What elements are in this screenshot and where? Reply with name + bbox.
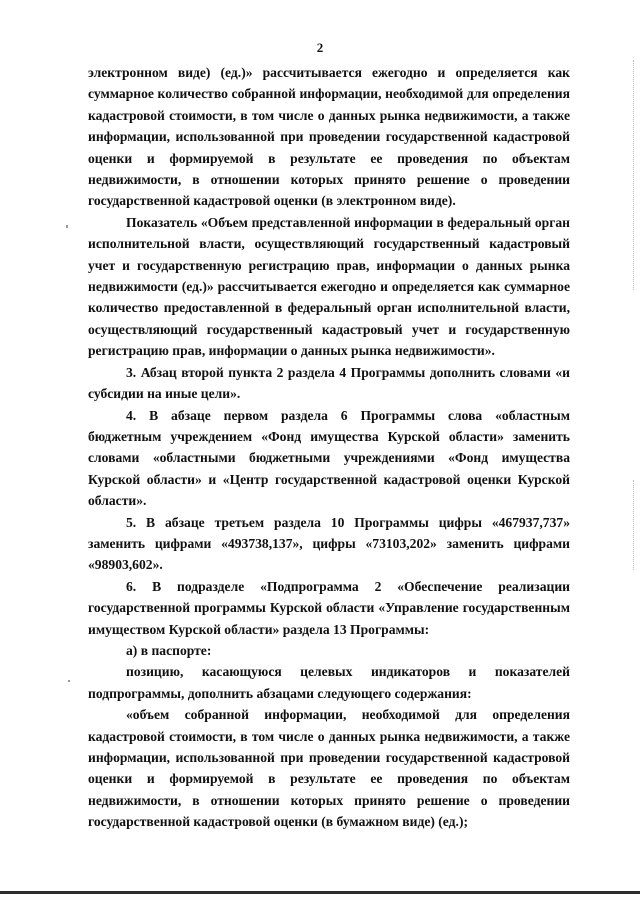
paragraph-indicator-definition: Показатель «Объем представленной информации в федеральный орган исполнительной власти, осуществляющий государственный кадастровый учет и государственную регистрацию прав, информации о данных рынка недвижимости (ед.)» рассчитывается ежегодно и определяется как суммарное количество предоставленной в федеральный орган исполнительной власти, осуществляющий государственный кадастровый учет и государственную регистрацию прав, информации о данных рынка недвижимости».: [88, 214, 570, 359]
scan-bottom-edge: [0, 891, 640, 894]
document-body: [88, 62, 570, 833]
scan-mark: [68, 680, 70, 682]
scan-edge-artifact: [633, 480, 636, 570]
paragraph-subitem-a: а) в паспорте:: [126, 642, 212, 658]
page-number: 2: [316, 40, 324, 55]
scan-edge-artifact: [633, 60, 636, 290]
paragraph-item-6: 6. В подразделе «Подпрограмма 2 «Обеспечение реализации государственной программы Курской области «Управление государственным имуществом Курской области» раздела 13 Программы:: [88, 578, 570, 637]
paragraph-quote: «объем собранной информации, необходимой для определения кадастровой стоимости, в том числе о данных рынка недвижимости, а также информации, использованной при проведении государственной кадастровой оценки и формируемой в результате ее проведения по объектам недвижимости, в отношении которых принято решение о проведении государственной кадастровой оценки (в бумажном виде) (ед.);: [88, 707, 570, 830]
paragraph-item-3: 3. Абзац второй пункта 2 раздела 4 Программы дополнить словами «и субсидии на иные цели».: [88, 364, 570, 402]
scan-mark: [66, 225, 68, 228]
paragraph-continuation: электронном виде) (ед.)» рассчитывается ежегодно и определяется как суммарное количество собранной информации, необходимой для определения кадастровой стоимости, в том числе о данных рынка недвижимости, а также информации, использованной при проведении государственной кадастровой оценки и формируемой в результате ее проведения по объектам недвижимости, в отношении которых принято решение о проведении государственной кадастровой оценки (в электронном виде).: [88, 65, 570, 209]
paragraph-item-5: 5. В абзаце третьем раздела 10 Программы цифры «467937,737» заменить цифрами «493738,137», цифры «73103,202» заменить цифрами «98903,602».: [88, 514, 570, 573]
paragraph-item-4: 4. В абзаце первом раздела 6 Программы слова «областным бюджетным учреждением «Фонд имущества Курской области» заменить словами «областными бюджетными учреждениями «Фонд имущества Курской области» и «Центр государственной кадастровой оценки Курской области».: [88, 407, 570, 509]
paragraph-position: позицию, касающуюся целевых индикаторов и показателей подпрограммы, дополнить абзацами следующего содержания:: [88, 664, 570, 701]
